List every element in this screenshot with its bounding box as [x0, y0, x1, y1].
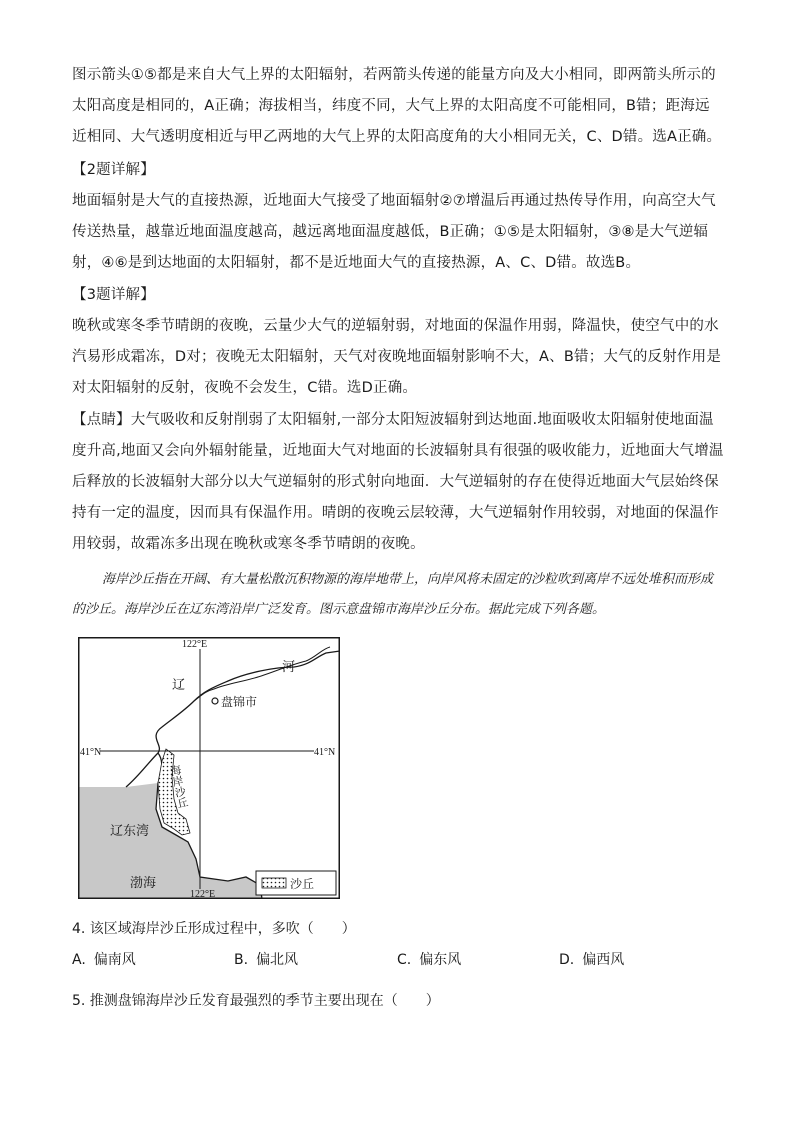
option-text: 偏南风: [93, 952, 136, 968]
material-intro: 海岸沙丘指在开阔、有大量松散沉积物源的海岸地带上，向岸风将未固定的沙粒吹到离岸不远处堆积而形成的沙丘。海岸沙丘在辽东湾沿岸广泛发育。图示意盘锦市海岸沙丘分布。据此完成下列各题。: [72, 572, 714, 617]
city-marker: [212, 698, 218, 704]
river-label-liao: 辽: [172, 678, 186, 693]
question-4-option-c[interactable]: [397, 950, 461, 970]
question-4-option-b[interactable]: [234, 950, 298, 970]
tip-paragraph: 【点睛】大气吸收和反射削弱了太阳辐射,一部分太阳短波辐射到达地面.地面吸收太阳辐射使地面温度升高,地面又会向外辐射能量，近地面大气对地面的长波辐射具有很强的吸收能力，近地面大气增温后释放的长波辐射大部分以大气逆辐射的形式射向地面．大气逆辐射的存在使得近地面大气层始终保持有一定的温度，因而具有保温作用。晴朗的夜晚云层较薄，大气逆辐射作用较弱，对地面的保温作用较弱，故霜冻多出现在晚秋或寒冬季节晴朗的夜晚。: [72, 412, 724, 552]
answer-paragraph-1: 图示箭头①⑤都是来自大气上界的太阳辐射，若两箭头传递的能量方向及大小相同，即两箭头所示的太阳高度是相同的，A正确；海拔相当，纬度不同，大气上界的太阳高度不可能相同，B错；距海远近相同、大气透明度相近与甲乙两地的大气上界的太阳高度角的大小相同无关，C、D错。选A正确。: [72, 67, 722, 145]
lat-label-left: 41°N: [80, 747, 102, 758]
legend-label: 沙丘: [290, 877, 315, 891]
option-text: 偏西风: [582, 952, 625, 968]
option-text: 偏东风: [419, 952, 462, 968]
bay-label: 辽东湾: [110, 824, 150, 839]
answer-paragraph-3: 晚秋或寒冬季节晴朗的夜晚，云量少大气的逆辐射弱，对地面的保温作用弱，降温快，使空气中的水汽易形成霜冻，D对；夜晚无太阳辐射，天气对夜晚地面辐射影响不大，A、B错；大气的反射作用是对太阳辐射的反射，夜晚不会发生，C错。选D正确。: [72, 318, 722, 396]
option-letter: C.: [397, 952, 412, 968]
section-heading-3: 【3题详解】: [72, 287, 155, 303]
lon-label-bottom: 122°E: [190, 889, 216, 899]
sea-label: 渤海: [130, 876, 157, 891]
option-letter: A.: [72, 952, 86, 968]
lon-label-top: 122°E: [182, 639, 208, 650]
liao-river: [194, 647, 330, 701]
lat-label-right: 41°N: [314, 747, 336, 758]
legend-dune-swatch: [262, 878, 286, 888]
option-text: 偏北风: [256, 952, 299, 968]
answer-paragraph-2: 地面辐射是大气的直接热源，近地面大气接受了地面辐射②⑦增温后再通过热传导作用，向高空大气传送热量，越靠近地面温度越高，越远离地面温度越低，B正确；①⑤是太阳辐射，③⑧是大气逆辐射，④⑥是到达地面的太阳辐射，都不是近地面大气的直接热源，A、C、D错。故选B。: [72, 193, 716, 271]
question-5-stem: 5. 推测盘锦海岸沙丘发育最强烈的季节主要出现在（ ）: [72, 993, 440, 1009]
option-letter: B.: [234, 952, 249, 968]
dune-label: 海岸沙丘: [167, 763, 190, 810]
question-4-stem: 4. 该区域海岸沙丘形成过程中，多吹（ ）: [72, 921, 356, 937]
section-heading-2: 【2题详解】: [72, 162, 155, 178]
city-label: 盘锦市: [221, 695, 258, 709]
dune-map: [78, 637, 340, 899]
river-label-he: 河: [282, 660, 296, 675]
question-4-option-d[interactable]: [559, 950, 624, 970]
option-letter: D.: [559, 952, 575, 968]
question-4-option-a[interactable]: [72, 950, 136, 970]
